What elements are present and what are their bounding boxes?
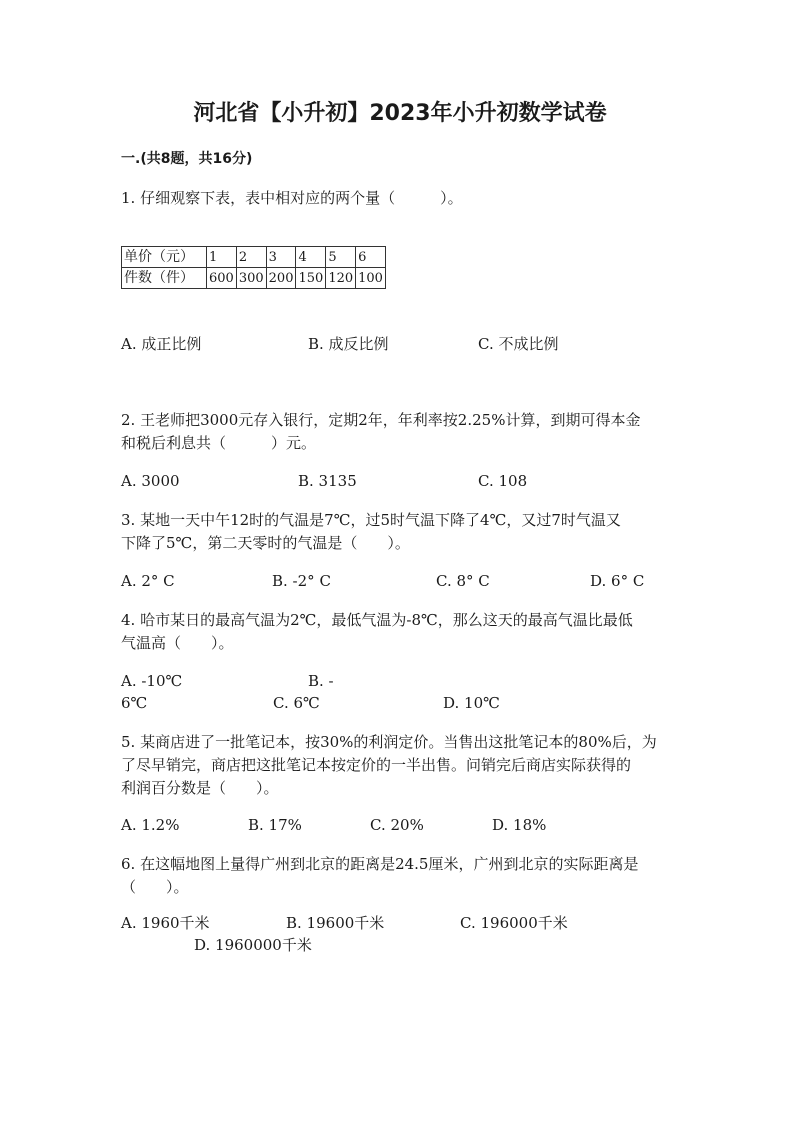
table-row [122,247,386,268]
q2-option-c: C. 108 [478,472,528,490]
table-cell: 3 [266,247,296,268]
q3-option-d: D. 6° C [590,572,645,590]
q5-stem-line3: 利润百分数是（ ）。 [121,779,279,797]
q3-stem-line1: 3. 某地一天中午12时的气温是7℃，过5时气温下降了4℃，又过7时气温又 [121,511,621,529]
q5-stem-line2: 了尽早销完，商店把这批笔记本按定价的一半出售。问销完后商店实际获得的 [121,756,632,774]
q6-option-a: A. 1960千米 [121,914,210,932]
table-row [122,268,386,289]
table-cell: 2 [236,247,266,268]
q6-option-d: D. 1960000千米 [194,936,312,954]
q5-option-b: B. 17% [248,816,302,834]
q2-stem-line1: 2. 王老师把3000元存入银行，定期2年，年利率按2.25%计算，到期可得本金 [121,411,641,429]
q4-option-d: D. 10℃ [443,694,500,712]
q1-option-b: B. 成反比例 [308,335,389,353]
q6-stem-line2: （ ）。 [121,878,189,896]
table-cell-label: 件数（件） [122,268,207,289]
q1-table [121,246,386,289]
table-cell: 600 [207,268,237,289]
q4-stem-line1: 4. 哈市某日的最高气温为2℃，最低气温为-8℃，那么这天的最高气温比最低 [121,611,633,629]
q5-option-d: D. 18% [492,816,547,834]
section-heading: 一.(共8题，共16分) [121,151,253,167]
q4-option-b: B. - [308,672,334,690]
q6-option-b: B. 19600千米 [286,914,385,932]
q1-option-c: C. 不成比例 [478,335,559,353]
table-cell: 200 [266,268,296,289]
q6-stem-line1: 6. 在这幅地图上量得广州到北京的距离是24.5厘米，广州到北京的实际距离是 [121,855,639,873]
table-cell-label: 单价（元） [122,247,207,268]
table-cell: 1 [207,247,237,268]
table-cell: 150 [296,268,326,289]
q2-option-a: A. 3000 [121,472,180,490]
q4-stem-line2: 气温高（ ）。 [121,634,234,652]
q1-option-a: A. 成正比例 [121,335,202,353]
q6-option-c: C. 196000千米 [460,914,568,932]
q5-stem-line1: 5. 某商店进了一批笔记本，按30%的利润定价。当售出这批笔记本的80%后，为 [121,733,657,751]
q3-option-b: B. -2° C [272,572,331,590]
table-cell: 4 [296,247,326,268]
q3-option-c: C. 8° C [436,572,490,590]
table-cell: 120 [326,268,356,289]
q2-stem-line2: 和税后利息共（ ）元。 [121,434,317,452]
q3-stem-line2: 下降了5℃，第二天零时的气温是（ ）。 [121,534,410,552]
q3-option-a: A. 2° C [121,572,175,590]
table-cell: 5 [326,247,356,268]
table-cell: 100 [356,268,386,289]
q5-option-a: A. 1.2% [121,816,180,834]
q2-option-b: B. 3135 [298,472,357,490]
q4-option-a: A. -10℃ [121,672,183,690]
q5-option-c: C. 20% [370,816,424,834]
page-title: 河北省【小升初】2023年小升初数学试卷 [193,101,607,126]
q1-stem: 1. 仔细观察下表，表中相对应的两个量（ ）。 [121,189,463,207]
q4-option-c: C. 6℃ [273,694,320,712]
table-cell: 300 [236,268,266,289]
table-cell: 6 [356,247,386,268]
q4-option-b-continued: 6℃ [121,694,148,712]
